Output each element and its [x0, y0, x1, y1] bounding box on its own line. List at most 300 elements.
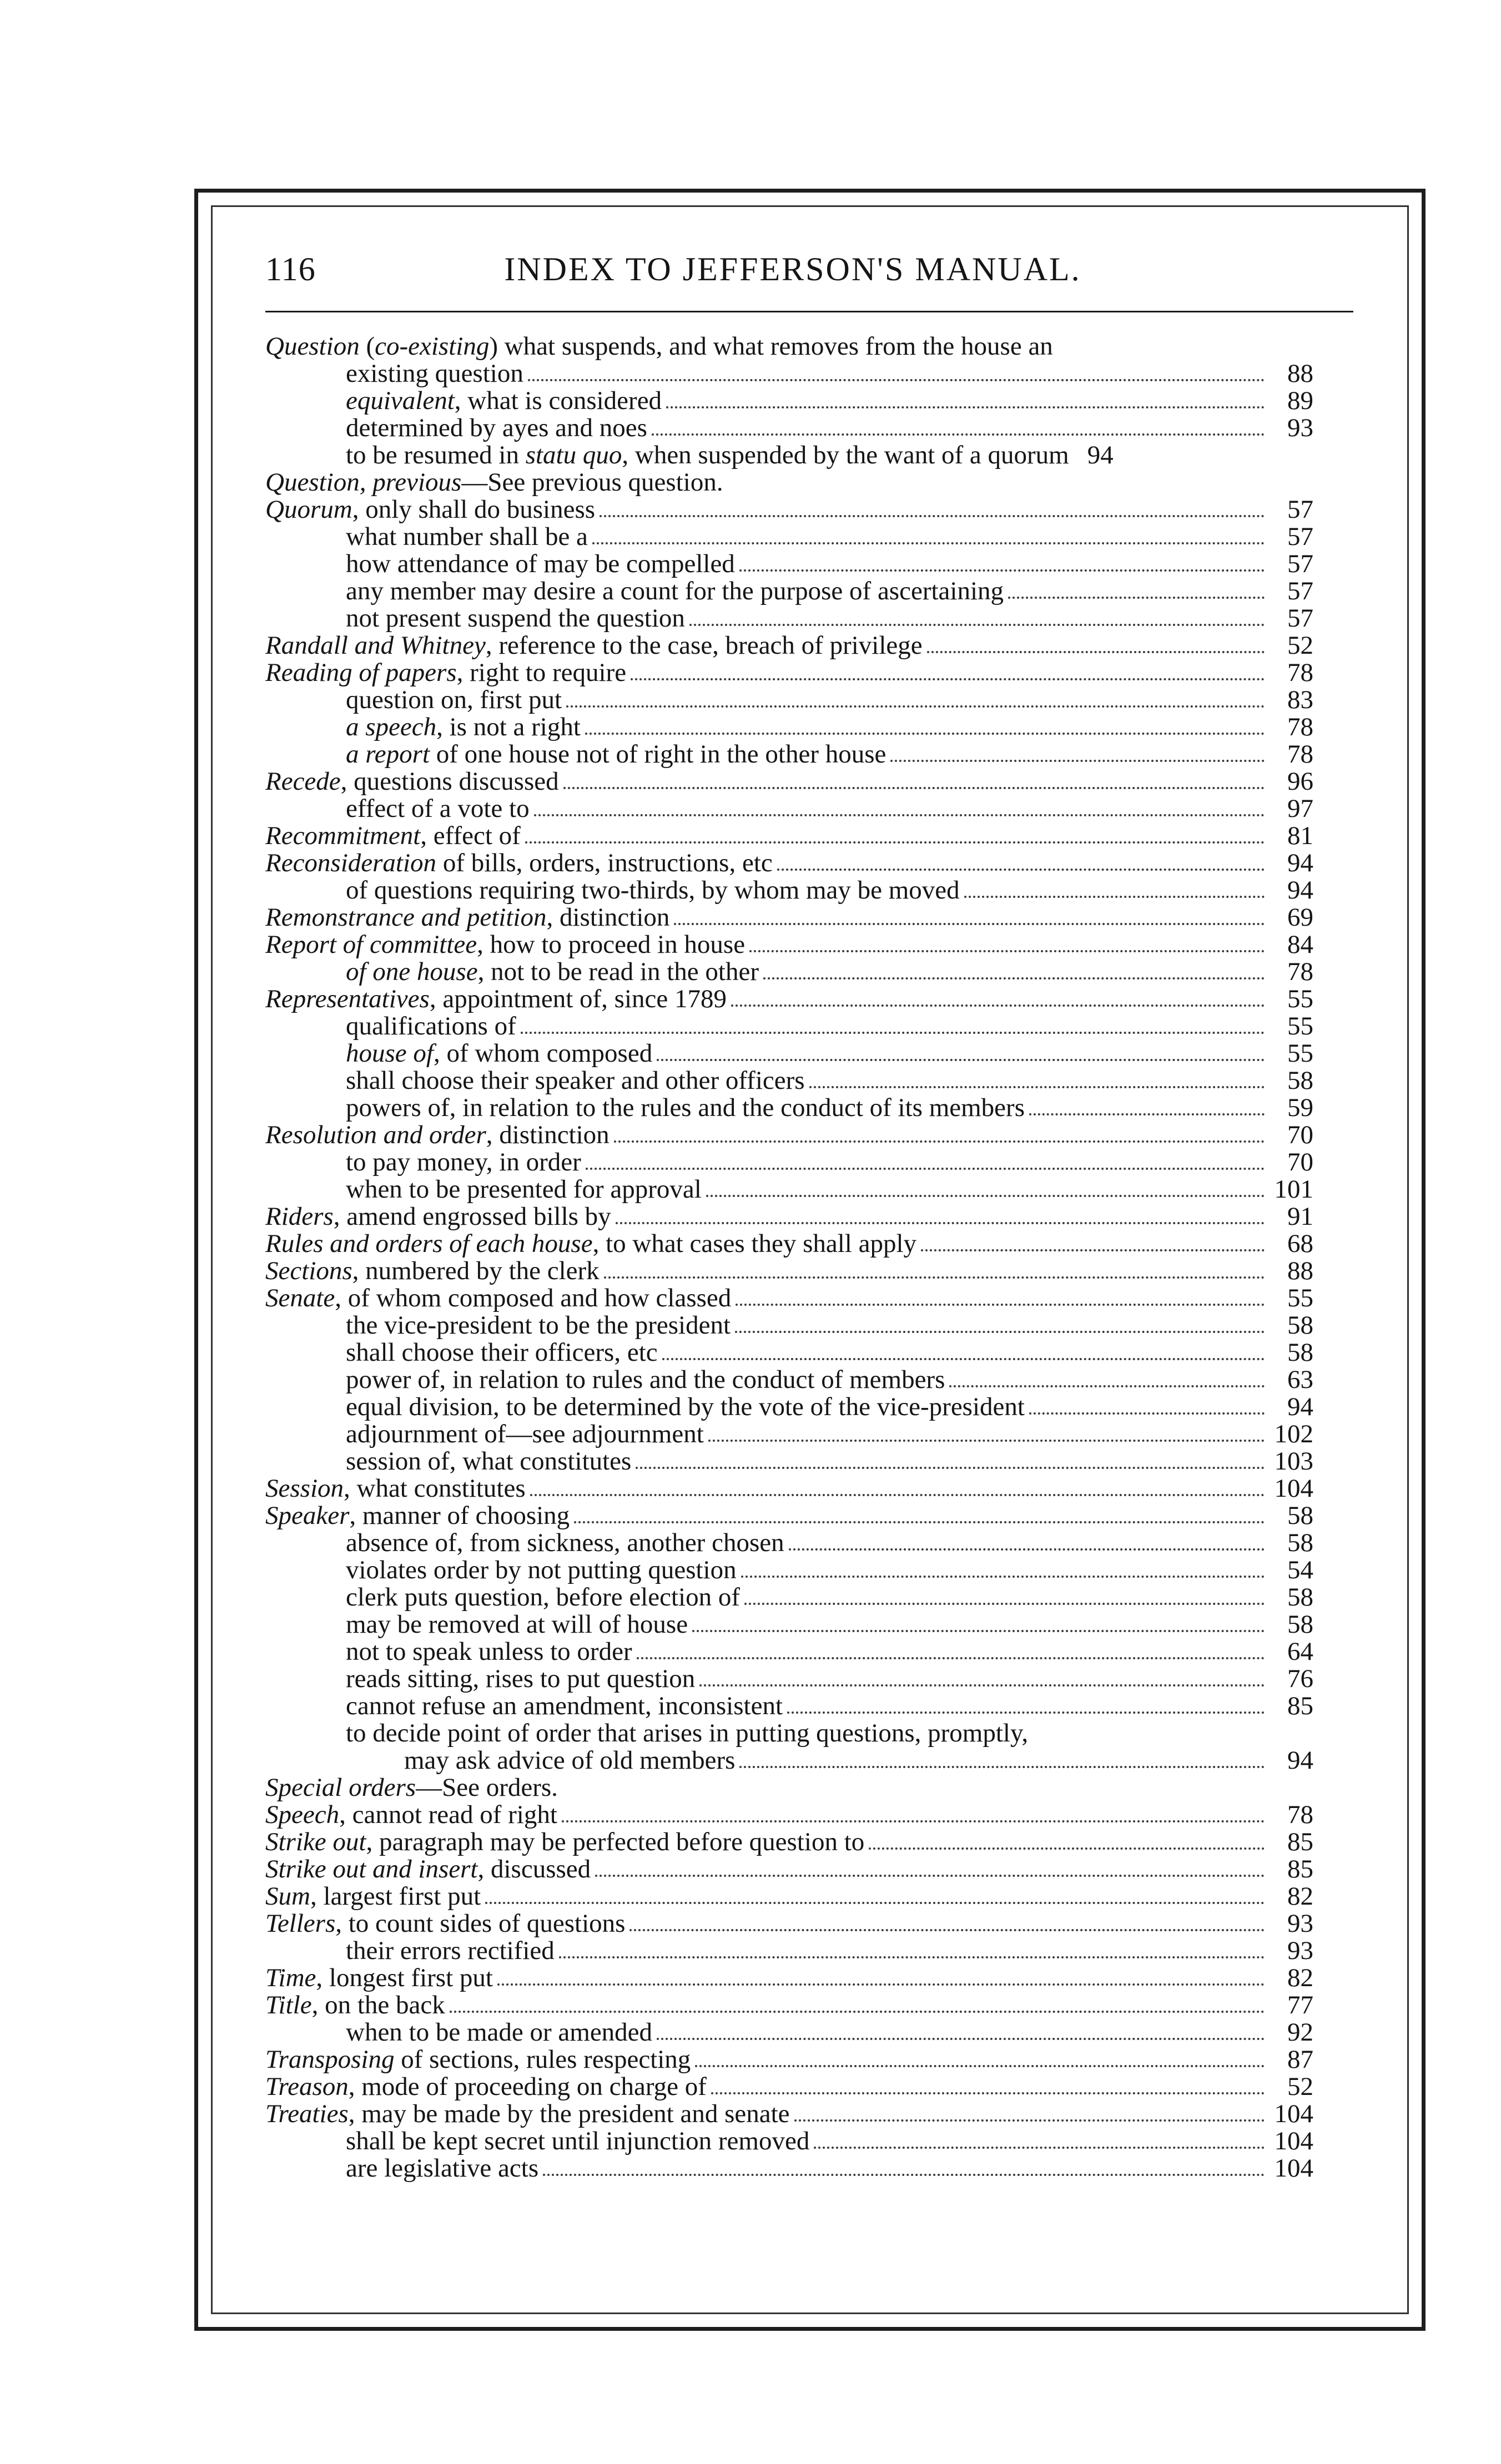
- header-rule: [265, 311, 1353, 312]
- entry-term: the vice-president to be the president: [346, 1311, 731, 1340]
- dot-leader: [674, 923, 1265, 925]
- dot-leader: [731, 1004, 1265, 1007]
- dot-leader: [711, 2092, 1265, 2094]
- index-entry: [265, 1910, 1313, 1937]
- index-entry: [265, 1203, 1313, 1230]
- entry-text: [265, 931, 745, 958]
- entry-term: cannot refuse an amendment, inconsistent: [346, 1692, 783, 1720]
- index-entry: [265, 469, 1313, 496]
- entry-term: reads sitting, rises to put question: [346, 1664, 696, 1693]
- index-entry: [265, 333, 1313, 360]
- dot-leader: [927, 651, 1265, 653]
- entry-page-number: 91: [1287, 1202, 1313, 1231]
- dot-leader: [586, 1168, 1265, 1170]
- entry-term: question on, first put: [346, 685, 562, 714]
- entry-term: , only shall do business: [352, 495, 596, 524]
- index-entry: [265, 1013, 1313, 1040]
- dot-leader: [794, 2119, 1265, 2122]
- index-entry: [265, 1801, 1313, 1829]
- entry-text: [346, 1149, 581, 1176]
- entry-text: [346, 686, 562, 714]
- entry-term: how attendance of may be compelled: [346, 549, 735, 578]
- dot-leader: [497, 1983, 1265, 1986]
- dot-leader: [921, 1249, 1265, 1251]
- entry-text: [404, 1747, 735, 1774]
- index-entry: [265, 1720, 1313, 1747]
- entry-term-italic: Strike out: [265, 1827, 366, 1856]
- dot-leader: [739, 1766, 1265, 1768]
- entry-term: , effect of: [420, 821, 521, 850]
- index-entry: [265, 1176, 1313, 1203]
- index-entry: [265, 1230, 1313, 1258]
- entry-text: [265, 1801, 557, 1829]
- entry-term-italic: Resolution and order: [265, 1120, 486, 1149]
- entry-term: —See previous question.: [461, 468, 723, 497]
- index-entry: [265, 578, 1313, 605]
- dot-leader: [592, 542, 1265, 544]
- entry-term: —See orders.: [416, 1773, 558, 1802]
- entry-page-number: 81: [1287, 821, 1313, 850]
- entry-page-number: 102: [1274, 1420, 1313, 1448]
- entry-term: to be resumed in: [346, 441, 526, 469]
- entry-text: [346, 1638, 632, 1665]
- entry-text: [265, 1475, 526, 1502]
- entry-term: , appointment of, since 1789: [429, 984, 727, 1013]
- dot-leader: [763, 977, 1265, 979]
- entry-term: adjournment of—see adjournment: [346, 1420, 704, 1448]
- entry-page-number: 57: [1287, 549, 1313, 578]
- entry-term-italic: Quorum: [265, 495, 352, 524]
- index-entry: [265, 1747, 1313, 1774]
- entry-page-number: 85: [1287, 1692, 1313, 1720]
- entry-page-number: 104: [1274, 2154, 1313, 2183]
- entry-text: [265, 2046, 691, 2073]
- entry-text: [346, 1584, 740, 1611]
- entry-term-italic: house of: [346, 1039, 434, 1068]
- entry-term-italic: Report of committee: [265, 930, 477, 959]
- entry-page-number: 52: [1287, 631, 1313, 660]
- entry-text: [346, 578, 1004, 605]
- dot-leader: [543, 2174, 1265, 2176]
- entry-term: , distinction: [546, 903, 670, 932]
- dot-leader: [964, 896, 1265, 898]
- entry-term-italic: Randall and Whitney: [265, 631, 486, 660]
- entry-term-italic: Tellers: [265, 1909, 336, 1938]
- page-number: 116: [265, 251, 316, 287]
- entry-term-italic: Reading of papers: [265, 658, 457, 687]
- entry-term: , may be made by the president and senate: [348, 2099, 790, 2128]
- entry-text: [346, 387, 662, 415]
- entry-text: [346, 605, 685, 632]
- entry-text: [346, 795, 530, 822]
- entry-term: not to speak unless to order: [346, 1637, 632, 1666]
- entry-page-number: 93: [1287, 1909, 1313, 1938]
- entry-page-number: 78: [1287, 957, 1313, 986]
- entry-term-italic: Special orders: [265, 1773, 416, 1802]
- entry-page-number: 82: [1287, 1882, 1313, 1911]
- entry-term: , reference to the case, breach of privilege: [485, 631, 923, 660]
- index-entry: [265, 1094, 1313, 1122]
- entry-text: [346, 1040, 652, 1067]
- entry-text: [265, 822, 521, 850]
- index-entry: [265, 2073, 1313, 2101]
- index-entry: [265, 1448, 1313, 1475]
- entry-page-number: 55: [1287, 1284, 1313, 1312]
- entry-page-number: 57: [1287, 577, 1313, 605]
- index-entry: [265, 496, 1313, 523]
- index-entry: [265, 768, 1313, 795]
- dot-leader: [559, 1956, 1265, 1958]
- entry-term-italic: Representatives: [265, 984, 430, 1013]
- entry-page-number: 58: [1287, 1501, 1313, 1530]
- entry-page-number: 57: [1287, 604, 1313, 633]
- entry-text: [346, 877, 960, 904]
- entry-term: , questions discussed: [340, 767, 559, 796]
- entry-term: , what constitutes: [344, 1474, 526, 1503]
- index-entry: [265, 1665, 1313, 1693]
- index-list: [265, 333, 1313, 2182]
- entry-term: , when suspended by the want of a quorum: [622, 441, 1069, 469]
- index-entry: [265, 1557, 1313, 1584]
- entry-text: [265, 850, 773, 877]
- entry-term: when to be presented for approval: [346, 1175, 702, 1204]
- entry-text: [265, 2073, 707, 2101]
- entry-term: absence of, from sickness, another chosen: [346, 1528, 784, 1557]
- entry-page-number: 58: [1287, 1583, 1313, 1612]
- entry-term-italic: Rules and orders of each house: [265, 1229, 593, 1258]
- entry-term: shall choose their officers, etc: [346, 1338, 658, 1367]
- dot-leader: [530, 1494, 1265, 1496]
- dot-leader: [695, 2065, 1265, 2067]
- entry-term-italic: Question: [265, 332, 360, 361]
- dot-leader: [521, 1032, 1265, 1034]
- dot-leader: [739, 569, 1265, 572]
- entry-page-number: 94: [1087, 441, 1114, 469]
- dot-leader: [562, 1820, 1265, 1822]
- entry-page-number: 104: [1274, 2099, 1313, 2128]
- index-entry: [265, 850, 1313, 877]
- entry-text: [346, 1937, 555, 1965]
- entry-text: [346, 1312, 731, 1339]
- entry-term-italic: a report: [346, 740, 430, 769]
- dot-leader: [574, 1521, 1265, 1523]
- entry-term-italic: Sum: [265, 1882, 310, 1911]
- page-header: [265, 239, 1353, 289]
- index-entry: [265, 986, 1313, 1013]
- entry-page-number: 58: [1287, 1066, 1313, 1095]
- index-entry: [265, 1502, 1313, 1529]
- dot-leader: [949, 1385, 1265, 1387]
- index-entry: [265, 1421, 1313, 1448]
- index-entry: [265, 2128, 1313, 2155]
- entry-page-number: 70: [1287, 1148, 1313, 1177]
- entry-text: [346, 2128, 809, 2155]
- index-entry: [265, 1829, 1313, 1856]
- entry-text: [265, 333, 1053, 360]
- entry-text: [265, 904, 669, 931]
- entry-term: violates order by not putting question: [346, 1556, 737, 1584]
- index-entry: [265, 1992, 1313, 2019]
- entry-page-number: 88: [1287, 1256, 1313, 1285]
- index-entry: [265, 1285, 1313, 1312]
- entry-term-italic: Senate: [265, 1284, 335, 1312]
- entry-text: [346, 2019, 652, 2046]
- entry-term: clerk puts question, before election of: [346, 1583, 740, 1612]
- index-entry: [265, 1366, 1313, 1393]
- index-entry: [265, 714, 1313, 741]
- index-entry: [265, 1149, 1313, 1176]
- entry-term: session of, what constitutes: [346, 1447, 632, 1476]
- dot-leader: [657, 1059, 1265, 1061]
- entry-text: [346, 1611, 688, 1638]
- entry-text: [346, 1067, 805, 1094]
- entry-text: [346, 958, 759, 986]
- dot-leader: [708, 1440, 1265, 1442]
- index-entry: [265, 523, 1313, 551]
- index-entry: [265, 1312, 1313, 1339]
- entry-text: [265, 1285, 731, 1312]
- entry-text: [265, 2101, 790, 2128]
- entry-text: [346, 1665, 695, 1693]
- entry-term: , discussed: [477, 1855, 591, 1884]
- entry-page-number: 83: [1287, 685, 1313, 714]
- entry-page-number: 93: [1287, 1936, 1313, 1965]
- entry-term: not present suspend the question: [346, 604, 685, 633]
- index-entry: [265, 387, 1313, 415]
- entry-term: , distinction: [486, 1120, 610, 1149]
- entry-page-number: 58: [1287, 1311, 1313, 1340]
- entry-page-number: 58: [1287, 1528, 1313, 1557]
- entry-text: [346, 1448, 631, 1475]
- entry-text: [265, 1502, 570, 1529]
- entry-page-number: 59: [1287, 1093, 1313, 1122]
- entry-text: [346, 442, 1069, 469]
- entry-page-number: 101: [1274, 1175, 1313, 1204]
- entry-page-number: 94: [1287, 1746, 1313, 1775]
- index-entry: [265, 1965, 1313, 1992]
- entry-page-number: 77: [1287, 1991, 1313, 2019]
- entry-page-number: 93: [1287, 413, 1313, 442]
- entry-term-italic: Title: [265, 1991, 312, 2019]
- entry-term: when to be made or amended: [346, 2018, 653, 2047]
- dot-leader: [652, 433, 1265, 436]
- entry-term: effect of a vote to: [346, 794, 530, 823]
- entry-term: , cannot read of right: [339, 1800, 557, 1829]
- index-entry: [265, 442, 1313, 469]
- entry-term: , mode of proceeding on charge of: [348, 2072, 707, 2101]
- entry-term: , how to proceed in house: [477, 930, 746, 959]
- dot-leader: [789, 1548, 1265, 1551]
- dot-leader: [689, 624, 1265, 626]
- dot-leader: [706, 1195, 1265, 1197]
- dot-leader: [631, 678, 1265, 680]
- entry-text: [346, 1094, 1025, 1122]
- entry-term: , not to be read in the other: [477, 957, 759, 986]
- entry-text: [346, 1557, 737, 1584]
- dot-leader: [450, 2011, 1265, 2013]
- entry-page-number: 89: [1287, 386, 1313, 415]
- index-entry: [265, 415, 1313, 442]
- index-entry: [265, 605, 1313, 632]
- entry-term: existing question: [346, 359, 523, 388]
- entry-term-italic: Strike out and insert: [265, 1855, 478, 1884]
- dot-leader: [741, 1576, 1265, 1578]
- entry-text: [265, 1992, 445, 2019]
- entry-page-number: 63: [1287, 1365, 1313, 1394]
- dot-leader: [485, 1902, 1265, 1904]
- entry-term: of sections, rules respecting: [394, 2045, 691, 2074]
- entry-text: [346, 1339, 658, 1366]
- index-entry: [265, 1937, 1313, 1965]
- dot-leader: [787, 1711, 1265, 1714]
- entry-page-number: 92: [1287, 2018, 1313, 2047]
- entry-text: [265, 1203, 611, 1230]
- entry-term: , numbered by the clerk: [352, 1256, 600, 1285]
- entry-text: [265, 768, 559, 795]
- entry-term: powers of, in relation to the rules and the conduct of its members: [346, 1093, 1025, 1122]
- entry-page-number: 96: [1287, 767, 1313, 796]
- index-entry: [265, 1638, 1313, 1665]
- dot-leader: [735, 1331, 1265, 1333]
- entry-term: may ask advice of old members: [404, 1746, 736, 1775]
- entry-text: [346, 523, 588, 551]
- dot-leader: [534, 814, 1265, 816]
- dot-leader: [604, 1276, 1265, 1279]
- entry-page-number: 68: [1287, 1229, 1313, 1258]
- index-entry: [265, 1339, 1313, 1366]
- entry-term: power of, in relation to rules and the conduct of members: [346, 1365, 945, 1394]
- entry-term-italic: Reconsideration: [265, 849, 437, 877]
- entry-term: , manner of choosing: [349, 1501, 570, 1530]
- index-entry: [265, 1122, 1313, 1149]
- entry-text: [346, 1393, 1025, 1421]
- entry-text: [346, 1529, 784, 1557]
- dot-leader: [777, 869, 1265, 871]
- index-entry: [265, 1529, 1313, 1557]
- entry-term: equal division, to be determined by the vote of the vice-president: [346, 1392, 1025, 1421]
- entry-text: [346, 714, 581, 741]
- entry-term-italic: of one house: [346, 957, 478, 986]
- entry-term: qualifications of: [346, 1012, 516, 1041]
- entry-text: [265, 1856, 591, 1883]
- entry-page-number: 54: [1287, 1556, 1313, 1584]
- index-entry: [265, 741, 1313, 768]
- index-entry: [265, 1774, 1313, 1801]
- entry-page-number: 58: [1287, 1338, 1313, 1367]
- dot-leader: [657, 2038, 1265, 2040]
- dot-leader: [1029, 1113, 1265, 1115]
- entry-term-italic: Treaties: [265, 2099, 349, 2128]
- entry-term-italic: Recede: [265, 767, 341, 796]
- index-entry: [265, 2019, 1313, 2046]
- index-entry: [265, 1883, 1313, 1910]
- entry-term-italic: co-existing: [375, 332, 490, 361]
- entry-text: [265, 1774, 558, 1801]
- entry-page-number: 78: [1287, 740, 1313, 769]
- entry-term: of bills, orders, instructions, etc: [436, 849, 773, 877]
- entry-page-number: 88: [1287, 359, 1313, 388]
- entry-page-number: 55: [1287, 984, 1313, 1013]
- entry-term: shall be kept secret until injunction removed: [346, 2127, 810, 2155]
- entry-text: [265, 1829, 864, 1856]
- entry-text: [346, 2155, 538, 2182]
- entry-page-number: 85: [1287, 1827, 1313, 1856]
- entry-term: of questions requiring two-thirds, by whom may be moved: [346, 876, 960, 905]
- entry-page-number: 76: [1287, 1664, 1313, 1693]
- dot-leader: [1008, 597, 1265, 599]
- entry-text: [265, 1910, 625, 1937]
- entry-page-number: 85: [1287, 1855, 1313, 1884]
- entry-page-number: 94: [1287, 849, 1313, 877]
- dot-leader: [616, 1222, 1265, 1224]
- entry-term-italic: Treason: [265, 2072, 349, 2101]
- entry-term-italic: Session: [265, 1474, 344, 1503]
- entry-text: [346, 1013, 516, 1040]
- entry-term-italic: a speech: [346, 713, 437, 741]
- index-entry: [265, 1693, 1313, 1720]
- entry-page-number: 57: [1287, 495, 1313, 524]
- entry-term-italic: Sections: [265, 1256, 352, 1285]
- index-entry: [265, 2101, 1313, 2128]
- entry-page-number: 58: [1287, 1610, 1313, 1639]
- entry-term: shall choose their speaker and other officers: [346, 1066, 805, 1095]
- entry-term-italic: Question, previous: [265, 468, 462, 497]
- index-entry: [265, 1258, 1313, 1285]
- entry-term: , right to require: [456, 658, 627, 687]
- running-title: INDEX TO JEFFERSON'S MANUAL.: [504, 251, 1081, 287]
- entry-term-italic: Speaker: [265, 1501, 350, 1530]
- entry-term: , amend engrossed bills by: [333, 1202, 611, 1231]
- entry-term: to decide point of order that arises in putting questions, promptly,: [346, 1719, 1029, 1748]
- index-entry: [265, 1067, 1313, 1094]
- index-entry: [265, 1040, 1313, 1067]
- entry-term: what number shall be a: [346, 522, 588, 551]
- index-entry: [265, 958, 1313, 986]
- index-entry: [265, 1393, 1313, 1421]
- entry-term-italic: Recommitment: [265, 821, 421, 850]
- entry-text: [346, 1176, 702, 1203]
- entry-page-number: 94: [1287, 876, 1313, 905]
- entry-term: , to what cases they shall apply: [592, 1229, 917, 1258]
- entry-term: ) what suspends, and what removes from the house an: [489, 332, 1053, 361]
- dot-leader: [614, 1140, 1265, 1143]
- index-entry: [265, 795, 1313, 822]
- dot-leader: [636, 1467, 1265, 1469]
- entry-page-number: 57: [1287, 522, 1313, 551]
- index-entry: [265, 904, 1313, 931]
- entry-text: [346, 1366, 945, 1393]
- index-entry: [265, 2155, 1313, 2182]
- dot-leader: [744, 1603, 1265, 1605]
- entry-term: , longest first put: [316, 1963, 493, 1992]
- dot-leader: [595, 1875, 1265, 1877]
- entry-term: of one house not of right in the other house: [430, 740, 887, 769]
- dot-leader: [525, 841, 1265, 844]
- entry-text: [265, 496, 595, 523]
- entry-term: , is not a right: [436, 713, 581, 741]
- dot-leader: [563, 787, 1265, 789]
- index-entry: [265, 822, 1313, 850]
- entry-term: , on the back: [311, 1991, 445, 2019]
- entry-page-number: 87: [1287, 2045, 1313, 2074]
- entry-page-number: 104: [1274, 1474, 1313, 1503]
- index-entry: [265, 1475, 1313, 1502]
- entry-page-number: 78: [1287, 658, 1313, 687]
- dot-leader: [699, 1684, 1265, 1687]
- index-entry: [265, 1584, 1313, 1611]
- entry-term: , paragraph may be perfected before question to: [366, 1827, 865, 1856]
- entry-term: to pay money, in order: [346, 1148, 581, 1177]
